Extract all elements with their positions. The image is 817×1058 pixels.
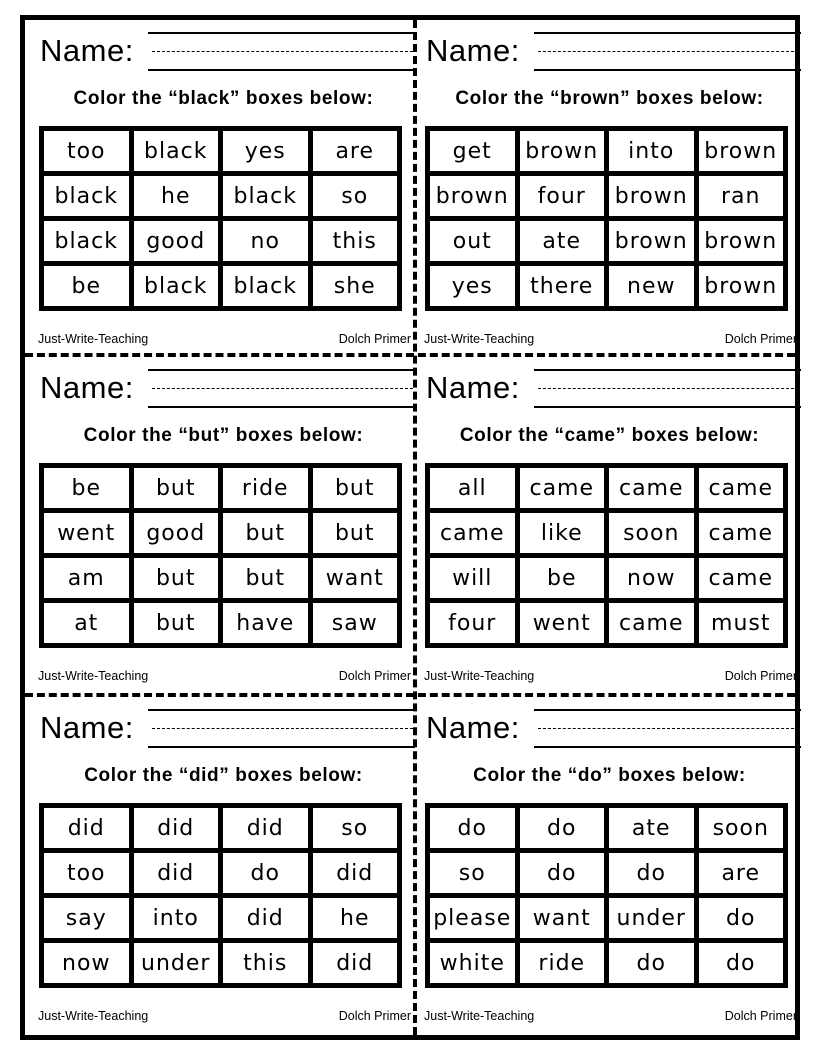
word-cell[interactable]: ride [223, 468, 308, 508]
word-cell[interactable]: white [430, 943, 515, 983]
word-grid [39, 463, 402, 648]
handwriting-base-line [534, 746, 801, 748]
handwriting-base-line [534, 406, 801, 408]
name-label: Name: [426, 33, 520, 68]
publisher-label: Just-Write-Teaching [38, 669, 149, 683]
word-cell[interactable]: do [430, 808, 515, 848]
word-cell[interactable]: came [520, 468, 605, 508]
worksheet-panel-came [418, 357, 801, 695]
word-cell[interactable]: so [313, 808, 398, 848]
word-cell[interactable]: did [223, 898, 308, 938]
word-cell[interactable]: now [609, 558, 694, 598]
word-cell[interactable]: out [430, 221, 515, 261]
name-write-field[interactable] [534, 709, 801, 749]
word-cell[interactable]: be [44, 266, 129, 306]
word-cell[interactable]: black [134, 266, 219, 306]
word-cell[interactable]: but [313, 468, 398, 508]
word-cell[interactable]: want [313, 558, 398, 598]
word-cell[interactable]: came [699, 558, 784, 598]
word-cell[interactable]: too [44, 853, 129, 893]
word-cell[interactable]: black [223, 176, 308, 216]
word-cell[interactable]: came [609, 468, 694, 508]
word-cell[interactable]: brown [699, 221, 784, 261]
word-grid [39, 803, 402, 988]
name-label: Name: [426, 710, 520, 745]
publisher-label: Just-Write-Teaching [424, 332, 535, 346]
handwriting-base-line [148, 406, 415, 408]
word-cell[interactable]: yes [430, 266, 515, 306]
instruction-text: Color the “brown” boxes below: [455, 88, 764, 109]
word-cell[interactable]: have [223, 603, 308, 643]
word-cell[interactable]: brown [609, 176, 694, 216]
word-cell[interactable]: black [223, 266, 308, 306]
name-label: Name: [40, 370, 134, 405]
word-cell[interactable]: do [699, 898, 784, 938]
handwriting-top-line [148, 32, 415, 34]
word-cell[interactable]: there [520, 266, 605, 306]
word-list-label: Dolch Primer [338, 669, 411, 683]
word-cell[interactable]: went [44, 513, 129, 553]
worksheet-page [20, 15, 800, 1040]
word-cell[interactable]: black [44, 176, 129, 216]
word-grid [425, 126, 788, 311]
word-cell[interactable]: please [430, 898, 515, 938]
word-cell[interactable]: so [430, 853, 515, 893]
word-cell[interactable]: too [44, 131, 129, 171]
instruction-text: Color the “came” boxes below: [459, 425, 760, 446]
name-write-field[interactable] [534, 369, 801, 409]
word-cell[interactable]: he [313, 898, 398, 938]
worksheet-panel-do [418, 697, 801, 1035]
word-cell[interactable]: did [313, 943, 398, 983]
publisher-label: Just-Write-Teaching [38, 332, 149, 346]
name-row [40, 369, 415, 411]
word-cell[interactable]: four [520, 176, 605, 216]
word-cell[interactable]: new [609, 266, 694, 306]
word-cell[interactable]: want [520, 898, 605, 938]
word-list-label: Dolch Primer [338, 1009, 411, 1023]
word-grid [425, 803, 788, 988]
word-cell[interactable]: but [134, 603, 219, 643]
word-cell[interactable]: do [609, 853, 694, 893]
word-cell[interactable]: brown [699, 131, 784, 171]
handwriting-mid-line [152, 728, 413, 729]
word-cell[interactable]: all [430, 468, 515, 508]
word-cell[interactable]: do [699, 943, 784, 983]
word-cell[interactable]: must [699, 603, 784, 643]
worksheet-panel-but [32, 357, 415, 695]
word-cell[interactable]: under [134, 943, 219, 983]
word-cell[interactable]: so [313, 176, 398, 216]
handwriting-mid-line [538, 388, 799, 389]
name-write-field[interactable] [148, 709, 415, 749]
word-cell[interactable]: did [134, 808, 219, 848]
word-cell[interactable]: went [520, 603, 605, 643]
word-cell[interactable]: now [44, 943, 129, 983]
panel-footer [38, 332, 411, 348]
word-grid [39, 126, 402, 311]
word-cell[interactable]: brown [430, 176, 515, 216]
word-cell[interactable]: brown [609, 221, 694, 261]
panel-footer [424, 669, 797, 685]
handwriting-mid-line [152, 388, 413, 389]
name-write-field[interactable] [148, 369, 415, 409]
publisher-label: Just-Write-Teaching [424, 669, 535, 683]
word-cell[interactable]: came [699, 468, 784, 508]
name-row [40, 709, 415, 751]
word-list-label: Dolch Primer [724, 669, 797, 683]
word-cell[interactable]: do [223, 853, 308, 893]
word-cell[interactable]: did [134, 853, 219, 893]
handwriting-base-line [148, 746, 415, 748]
panel-footer [38, 1009, 411, 1025]
name-label: Name: [40, 710, 134, 745]
word-cell[interactable]: brown [699, 266, 784, 306]
handwriting-base-line [148, 69, 415, 71]
name-row [40, 32, 415, 74]
word-cell[interactable]: but [223, 513, 308, 553]
word-cell[interactable]: black [44, 221, 129, 261]
word-cell[interactable]: do [609, 943, 694, 983]
word-cell[interactable]: but [134, 558, 219, 598]
word-cell[interactable]: saw [313, 603, 398, 643]
word-cell[interactable]: black [134, 131, 219, 171]
handwriting-top-line [148, 709, 415, 711]
handwriting-top-line [534, 32, 801, 34]
word-cell[interactable]: be [44, 468, 129, 508]
word-cell[interactable]: but [134, 468, 219, 508]
word-cell[interactable]: ate [520, 221, 605, 261]
word-cell[interactable]: into [134, 898, 219, 938]
word-cell[interactable]: ate [609, 808, 694, 848]
word-cell[interactable]: good [134, 221, 219, 261]
handwriting-top-line [534, 369, 801, 371]
word-cell[interactable]: do [520, 808, 605, 848]
worksheet-panel-did [32, 697, 415, 1035]
name-row [426, 709, 801, 751]
word-cell[interactable]: get [430, 131, 515, 171]
panel-footer [38, 669, 411, 685]
word-cell[interactable]: but [223, 558, 308, 598]
worksheet-panel-brown [418, 20, 801, 358]
word-cell[interactable]: did [44, 808, 129, 848]
panel-footer [424, 1009, 797, 1025]
worksheet-panel-black [32, 20, 415, 358]
instruction-text: Color the “do” boxes below: [473, 765, 746, 786]
word-cell[interactable]: under [609, 898, 694, 938]
handwriting-base-line [534, 69, 801, 71]
word-list-label: Dolch Primer [724, 1009, 797, 1023]
handwriting-mid-line [152, 51, 413, 52]
word-cell[interactable]: this [223, 943, 308, 983]
word-cell[interactable]: did [223, 808, 308, 848]
word-cell[interactable]: are [313, 131, 398, 171]
word-cell[interactable]: yes [223, 131, 308, 171]
name-row [426, 369, 801, 411]
word-cell[interactable]: am [44, 558, 129, 598]
word-cell[interactable]: came [699, 513, 784, 553]
word-cell[interactable]: will [430, 558, 515, 598]
word-cell[interactable]: brown [520, 131, 605, 171]
handwriting-mid-line [538, 728, 799, 729]
word-cell[interactable]: came [609, 603, 694, 643]
word-cell[interactable]: good [134, 513, 219, 553]
word-cell[interactable]: ride [520, 943, 605, 983]
handwriting-top-line [148, 369, 415, 371]
word-cell[interactable]: be [520, 558, 605, 598]
word-cell[interactable]: at [44, 603, 129, 643]
name-write-field[interactable] [148, 32, 415, 72]
word-grid [425, 463, 788, 648]
word-list-label: Dolch Primer [338, 332, 411, 346]
handwriting-top-line [534, 709, 801, 711]
word-cell[interactable]: do [520, 853, 605, 893]
word-cell[interactable]: into [609, 131, 694, 171]
word-cell[interactable]: no [223, 221, 308, 261]
word-cell[interactable]: like [520, 513, 605, 553]
word-cell[interactable]: ran [699, 176, 784, 216]
word-list-label: Dolch Primer [724, 332, 797, 346]
word-cell[interactable]: did [313, 853, 398, 893]
instruction-text: Color the “black” boxes below: [73, 88, 374, 109]
word-cell[interactable]: are [699, 853, 784, 893]
word-cell[interactable]: she [313, 266, 398, 306]
word-cell[interactable]: four [430, 603, 515, 643]
publisher-label: Just-Write-Teaching [38, 1009, 149, 1023]
publisher-label: Just-Write-Teaching [424, 1009, 535, 1023]
name-row [426, 32, 801, 74]
name-label: Name: [40, 33, 134, 68]
instruction-text: Color the “but” boxes below: [83, 425, 364, 446]
word-cell[interactable]: soon [609, 513, 694, 553]
handwriting-mid-line [538, 51, 799, 52]
panel-footer [424, 332, 797, 348]
word-cell[interactable]: but [313, 513, 398, 553]
name-label: Name: [426, 370, 520, 405]
word-cell[interactable]: this [313, 221, 398, 261]
word-cell[interactable]: say [44, 898, 129, 938]
word-cell[interactable]: soon [699, 808, 784, 848]
word-cell[interactable]: he [134, 176, 219, 216]
word-cell[interactable]: came [430, 513, 515, 553]
instruction-text: Color the “did” boxes below: [84, 765, 363, 786]
name-write-field[interactable] [534, 32, 801, 72]
